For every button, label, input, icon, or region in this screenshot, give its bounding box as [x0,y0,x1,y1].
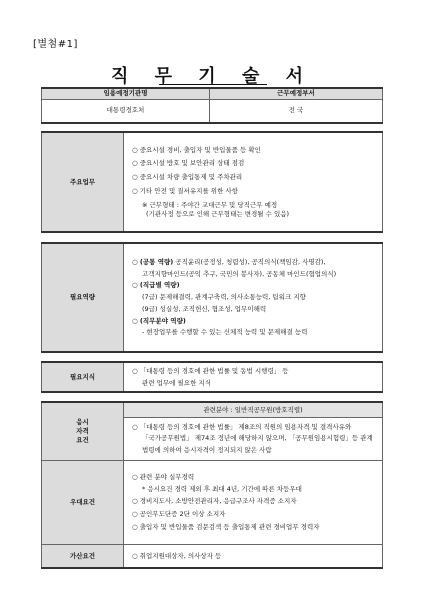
qualification-content [124,417,383,460]
org-col1-header: 임용예정기관명 [42,88,210,99]
duty-item: ○ 기타 안전 및 질서유지를 위한 사항 [132,187,238,195]
qualification-line2: 「국가공무원법」 제74조 정년에 해당하지 않으며, 「공무원임용시험령」등 관계 [142,434,373,443]
common-competency-title: ○ (공통 역량) [132,257,174,266]
preference-item: ○ 관련 분야 실무경력 [132,472,195,481]
preference-item: ○ 공인무도단증 2단 이상 소지자 [132,510,226,519]
knowledge-line1: ○ 「대통령 등의 경호에 관한 법률 및 동법 시행령」 등 [132,366,289,375]
grade-competency-title: ○ (직급별 역량) [132,281,180,290]
org-table [41,87,383,124]
qualification-label-line: 자격 [76,427,89,436]
main-duties-label: 주요업무 [42,132,124,232]
bonus-line1: ○ 취업지원대상자, 의사상자 등 [132,551,222,560]
job-competency-title: ○ (직무분야 역량) [132,316,186,325]
common-competency-line1: 공직윤리(공정성, 청렴성), 공직의식(책임감, 사명감), [173,257,326,266]
qualification-label-line: 응시 [76,418,89,427]
qualification-subheader: 관련분야 : 일반직공무원(방호직렬) [124,402,383,417]
common-competency-line2: 고객지향마인드(공익 추구, 국민의 봉사자), 공동체 마인드(협업의식) [142,269,337,278]
preference-item: ○ 경비지도사, 소방안전관리자, 응급구조사 자격증 소지자 [132,497,297,506]
title-underline [159,84,267,85]
knowledge-content [124,362,383,392]
work-type-subnote: (기관사정 등으로 인해 근무형태는 변경될 수 있음) [146,209,290,218]
main-duties-content [124,132,383,232]
preference-content [124,460,383,544]
attachment-label: [별첨#1] [33,39,78,50]
competency-label: 필요역량 [42,243,124,352]
qualification-line3: 법령에 의하여 응시자격이 정지되지 않은 사람 [142,446,272,455]
page-title: 직 무 기 술 서 [110,66,313,87]
qualification-line1: ○ 「대통령 등의 경호에 관한 법률」 제8조의 직원의 임용자격 및 결격사유와 [132,422,352,431]
qualification-label [42,402,124,460]
knowledge-line2: 관련 업무에 필요한 지식 [142,378,211,387]
preference-note: * 응시요건 경력 제외 후 최대 4년, 기간에 따른 차등우대 [142,484,302,493]
preference-label: 우대요건 [42,460,124,544]
qualification-label-line: 요건 [76,435,89,444]
duty-item: ○ 중요시설 차량 출입통제 및 주차관리 [132,173,243,182]
preference-item: ○ 출입자 및 반입물품 검문검색 등 출입통제 관련 경비업무 경력자 [132,522,320,531]
duty-item: ○ 중요시설 방호 및 보안관리 상태 점검 [132,159,245,168]
grade-competency-line2: (9급) 성실성, 조직헌신, 협조성, 업무이해력 [142,304,267,313]
competency-table [41,242,383,353]
job-competency-line1: - 현장업무를 수행할 수 있는 신체적 능력 및 문제해결 능력 [142,328,308,337]
org-col2-value: 전 국 [210,99,383,123]
bonus-label: 가산요건 [42,544,124,568]
duty-item: ○ 중요시설 경비, 출입자 및 반입물품 등 확인 [132,145,261,154]
org-col1-value: 대통령경호처 [42,99,210,123]
knowledge-table [41,361,383,393]
bonus-content [124,544,383,568]
main-duties-table [41,131,383,233]
qualification-table [41,401,383,569]
work-type-note: ※ 근무형태 : 주야간 교대근무 및 당직근무 예정 [142,200,278,209]
competency-content [124,243,383,352]
knowledge-label: 필요지식 [42,362,124,392]
org-col2-header: 근무예정부서 [210,88,383,99]
grade-competency-line1: (7급) 문제해결력, 관계구축력, 의사소통능력, 팀워크 지향 [142,293,306,302]
